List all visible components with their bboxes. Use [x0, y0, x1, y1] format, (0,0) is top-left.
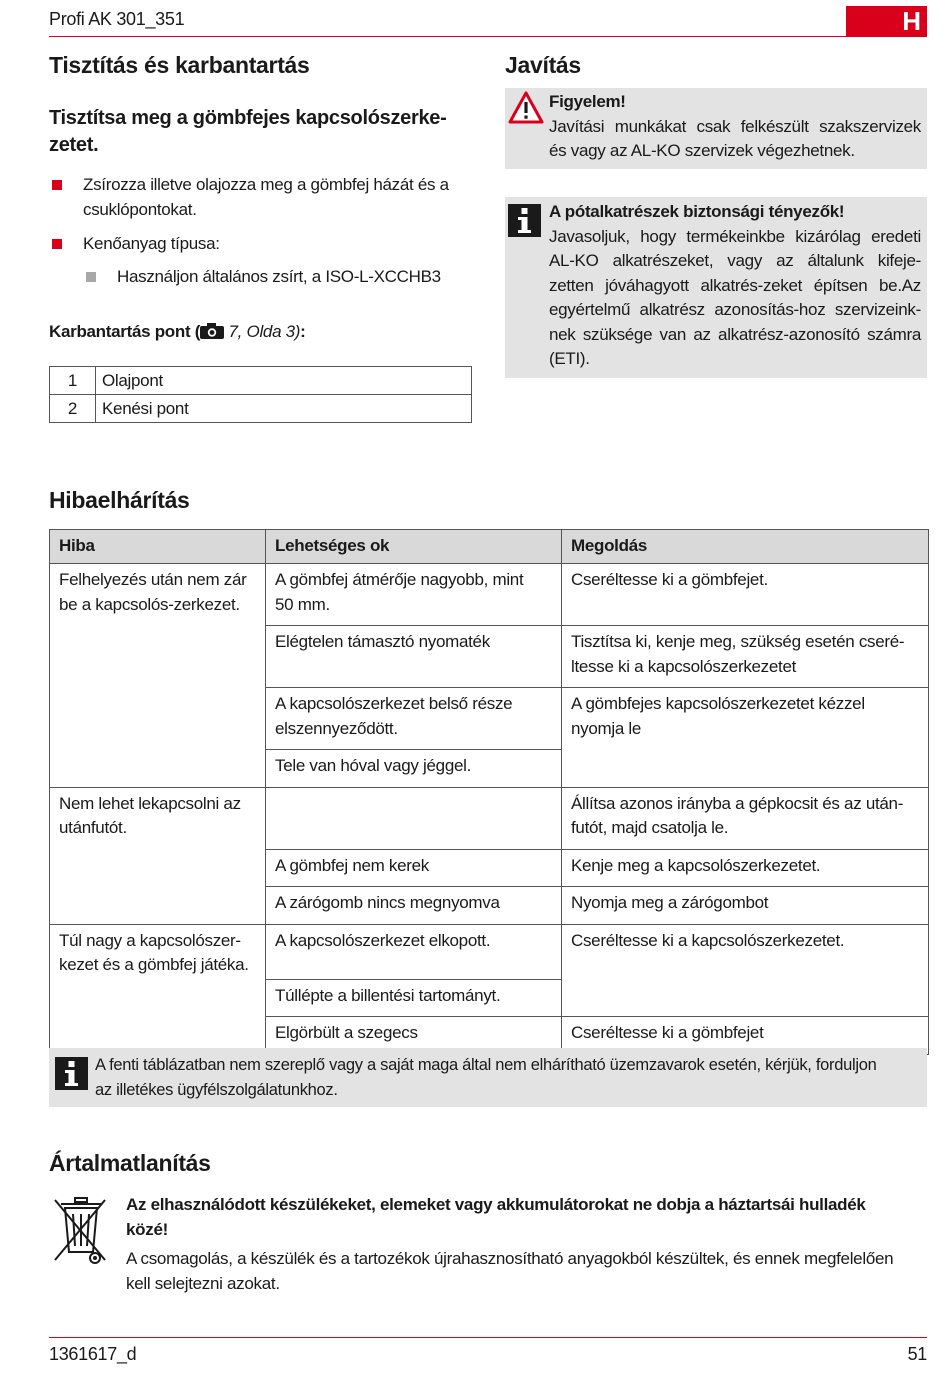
point-label: Olajpont [96, 367, 472, 395]
header-rule [49, 36, 846, 37]
list-item: Kenőanyag típusa: [49, 232, 474, 257]
remedy-cell: Nyomja meg a zárógombot [562, 887, 929, 925]
cleaning-bullets [49, 173, 474, 289]
cause-cell: A gömbfej átmérője nagyobb, mint 50 mm. [266, 564, 562, 626]
cause-cell: A gömbfej nem kerek [266, 849, 562, 887]
cleaning-heading: Tisztítás és karbantartás [49, 52, 310, 78]
remedy-cell: Cseréltesse ki a gömbfejet. [562, 564, 929, 626]
warning-box [505, 88, 927, 169]
remedy-cell: A gömbfejes kapcsolószerkezetet kézzel nyomja le [562, 688, 929, 788]
cause-cell: Elgörbült a szegecs [266, 1017, 562, 1055]
footer-rule [49, 1337, 927, 1338]
remedy-cell: Cseréltesse ki a kapcsolószerkezetet. [562, 924, 929, 1017]
info-text-line: (ETI). [549, 349, 590, 368]
warning-text-line: és vagy az AL-KO szervizek végezhetnek. [549, 141, 855, 160]
table-row [50, 924, 929, 979]
troubleshooting-heading: Hibaelhárítás [49, 487, 190, 513]
disposal-heading: Ártalmatlanítás [49, 1150, 211, 1176]
maintenance-points-table [49, 366, 472, 423]
fault-cell: Nem lehet lekapcsolni az utánfutót. [50, 787, 266, 924]
troubleshooting-table [49, 529, 929, 1055]
info-box-note [49, 1048, 927, 1107]
warning-text-line: Javítási munkákat csak felkészült szakszervizek [549, 116, 921, 136]
cause-cell [266, 787, 562, 849]
cause-cell: Túllépte a billentési tartományt. [266, 979, 562, 1017]
info-box-spare-parts [505, 197, 927, 378]
cleaning-subheading: Tisztítsa meg a gömbfejes kapcsolószerke- zetet. [49, 107, 447, 156]
remedy-cell: Cseréltesse ki a gömbfejet [562, 1017, 929, 1055]
maintenance-point-label: Karbantartás pont ( 7, Olda 3): [49, 322, 306, 341]
bullet-icon [52, 180, 62, 190]
crossed-bin-icon [53, 1196, 109, 1268]
disposal-text-line: kell selejtezni azokat. [126, 1273, 280, 1293]
language-tab: H [846, 6, 927, 37]
header-title: Profi AK 301_351 [49, 9, 185, 29]
disposal-warning-line: Az elhasználódott készülékeket, elemeket vagy akkumulátorokat ne dobja a háztartsái hulladék [126, 1195, 866, 1214]
cause-cell: A kapcsolószerkezet belső része elszennyeződött. [266, 688, 562, 750]
page-number: 51 [907, 1344, 927, 1364]
repair-heading: Javítás [505, 52, 581, 78]
remedy-cell: Tisztítsa ki, kenje meg, szükség esetén cseré- ltesse ki a kapcsolószerkezetet [562, 626, 929, 688]
note-text-line: A fenti táblázatban nem szereplő vagy a saját maga által nem elhárítható üzemzavarok esetén, kérjük, forduljon [95, 1056, 877, 1074]
info-icon [508, 204, 541, 237]
disposal-text-line: A csomagolás, a készülék és a tartozékok újrahasznosítható anyagokból készültek, és ennek megfelelően [126, 1249, 894, 1268]
table-row [50, 395, 472, 423]
bullet-icon [52, 239, 62, 249]
fault-cell: Túl nagy a kapcsolószer- kezet és a gömbfej játéka. [50, 924, 266, 1054]
disposal-warning-line: közé! [126, 1219, 168, 1239]
column-header-remedy: Megoldás [562, 530, 929, 564]
info-text-line: egyértelmű alkatrész azonosítás-hoz szervizeink- [549, 300, 921, 319]
list-item: Zsírozza illetve olajozza meg a gömbfej házát és a csuklópontokat. [49, 173, 474, 222]
table-header-row [50, 530, 929, 564]
disposal-text [126, 1193, 926, 1296]
column-header-fault: Hiba [50, 530, 266, 564]
info-text-line: nek szüksége van az alkatrész-azonosító számra [549, 324, 921, 344]
column-header-cause: Lehetséges ok [266, 530, 562, 564]
note-text-line: az illetékes ügyfélszolgálatunkhoz. [95, 1080, 338, 1099]
document-number: 1361617_d [49, 1344, 137, 1364]
fault-cell: Felhelyezés után nem zár be a kapcsolós-zerkezet. [50, 564, 266, 788]
list-item: Használjon általános zsírt, a ISO-L-XCCHB3 [49, 265, 474, 290]
warning-triangle-icon [508, 91, 544, 124]
point-label: Kenési pont [96, 395, 472, 423]
point-number: 2 [50, 395, 96, 423]
sub-bullet-icon [86, 272, 96, 282]
remedy-cell: Kenje meg a kapcsolószerkezetet. [562, 849, 929, 887]
cause-cell: Elégtelen támasztó nyomaték [266, 626, 562, 688]
cause-cell: Tele van hóval vagy jéggel. [266, 750, 562, 788]
table-row [50, 367, 472, 395]
camera-icon [200, 323, 224, 339]
table-row [50, 787, 929, 849]
table-row [50, 564, 929, 626]
point-number: 1 [50, 367, 96, 395]
cause-cell: A zárógomb nincs megnyomva [266, 887, 562, 925]
remedy-cell: Állítsa azonos irányba a gépkocsit és az után- futót, majd csatolja le. [562, 787, 929, 849]
cause-cell: A kapcsolószerkezet elkopott. [266, 924, 562, 979]
info-text-line: AL-KO alkatrészeket, vagy az általunk kifeje- [549, 251, 921, 270]
warning-title: Figyelem! [549, 92, 626, 111]
info-text-line: Javasoljuk, hogy termékeinkbe kizárólag eredeti [549, 226, 921, 246]
info-icon [55, 1057, 88, 1090]
info-title: A pótalkatrészek biztonsági tényezők! [549, 202, 845, 221]
info-text-line: zetten jóváhagyott alkatrés-zeket építsen be.Az [549, 275, 921, 295]
